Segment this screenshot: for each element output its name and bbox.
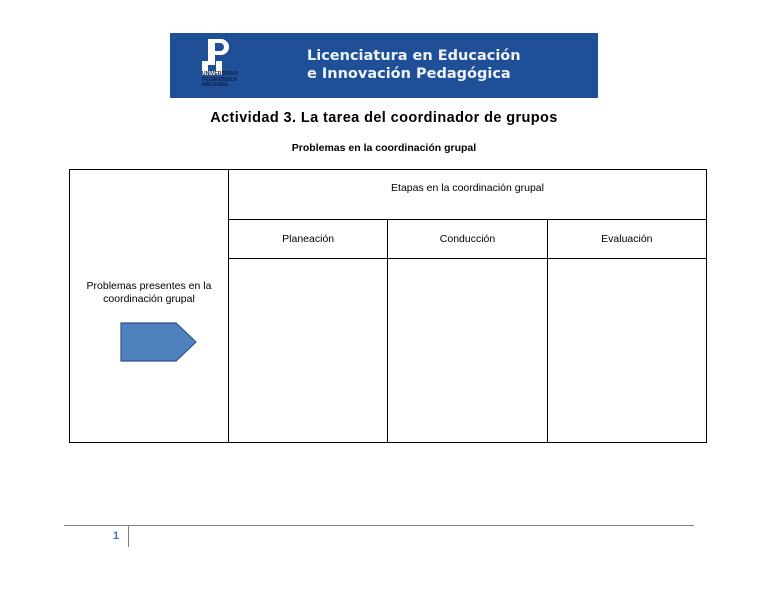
logo-text: UNIVERSIDAD PEDAGÓGICA NACIONAL bbox=[202, 71, 238, 88]
column-header-planeacion: Planeación bbox=[229, 220, 388, 259]
document-subtitle: Problemas en la coordinación grupal bbox=[291, 142, 477, 154]
conduccion-cell[interactable] bbox=[388, 259, 547, 443]
problems-row-label-cell bbox=[70, 170, 229, 443]
column-header-conduccion: Conducción bbox=[388, 220, 547, 259]
planeacion-cell[interactable] bbox=[229, 259, 388, 443]
right-arrow-icon bbox=[120, 322, 198, 362]
problems-label: Problemas presentes en la coordinación grupal bbox=[86, 280, 212, 305]
coordination-table bbox=[69, 169, 707, 443]
page-number: 1 bbox=[113, 530, 120, 542]
banner-title: Licenciatura en Educación e Innovación Pedagógica bbox=[307, 48, 521, 82]
column-header-evaluacion: Evaluación bbox=[547, 220, 706, 259]
document-title: Actividad 3. La tarea del coordinador de grupos bbox=[210, 110, 558, 126]
evaluacion-cell[interactable] bbox=[547, 259, 706, 443]
page-number-separator bbox=[128, 526, 129, 547]
footer-divider bbox=[64, 525, 694, 526]
header-banner bbox=[170, 33, 598, 98]
stages-header: Etapas en la coordinación grupal bbox=[229, 170, 707, 220]
